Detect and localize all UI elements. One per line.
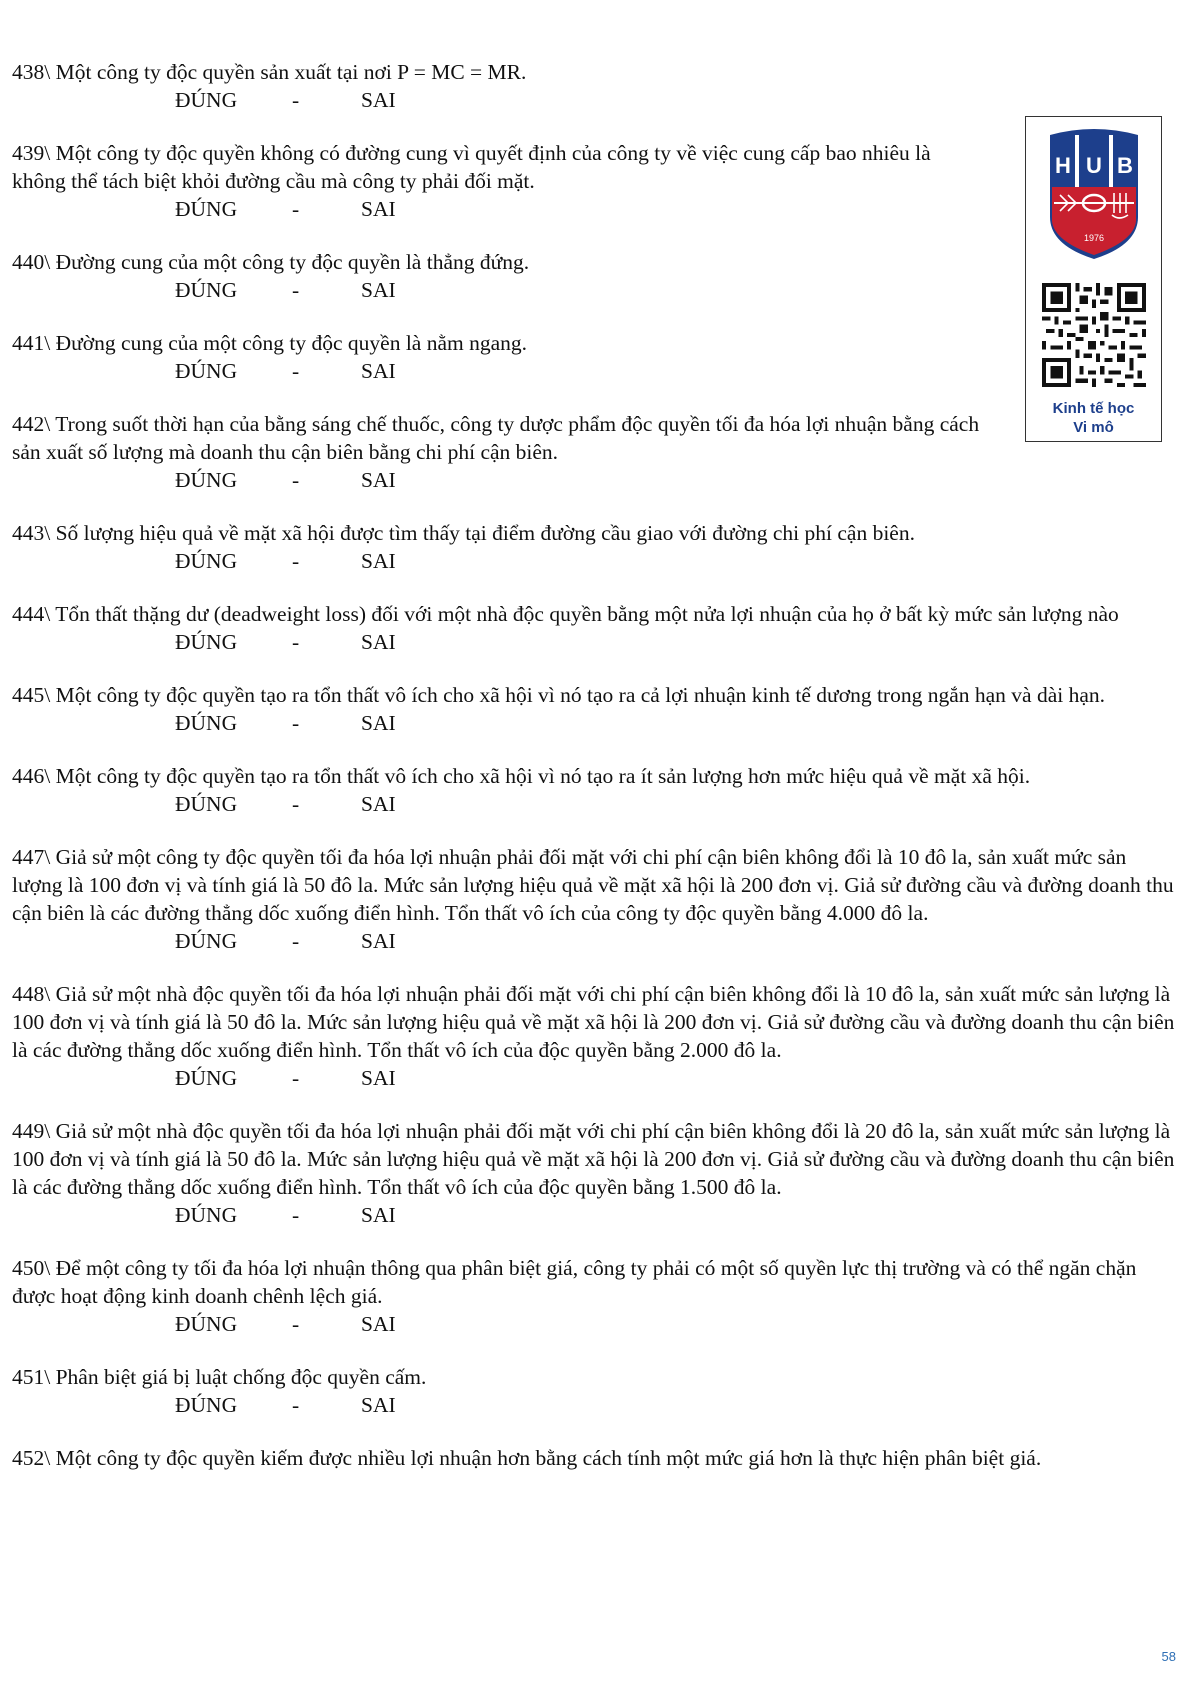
svg-text:H: H [1055, 153, 1071, 178]
question-text: 443\ Số lượng hiệu quả về mặt xã hội được tìm thấy tại điểm đường cầu giao với đường chi phí cận biên. [12, 521, 915, 545]
question-item [12, 762, 1177, 818]
answer-true-option[interactable]: ĐÚNG [175, 630, 238, 654]
answer-false-option[interactable]: SAI [361, 278, 396, 302]
answer-separator: - [292, 630, 300, 654]
badge-caption-line2: Vi mô [1073, 419, 1114, 436]
answer-options [12, 357, 1177, 385]
answer-options [12, 195, 1177, 223]
svg-text:1976: 1976 [1083, 233, 1105, 243]
answer-separator: - [292, 929, 300, 953]
question-item [12, 1363, 1177, 1419]
question-text: 447\ Giả sử một công ty độc quyền tối đa hóa lợi nhuận phải đối mặt với chi phí cận biên không đổi là 10 đô la, sản xuất mức sản lượng là 100 đơn vị và tính giá là 50 đô la. Mức sản lượng hiệu quả về mặt xã hội là 200 đơn vị. Giả sử đường cầu và đường doanh thu cận biên là các đường thẳng dốc xuống điển hình. Tổn thất vô ích của công ty độc quyền bằng 4.000 đô la. [12, 845, 1174, 925]
answer-separator: - [292, 549, 300, 573]
answer-false-option[interactable]: SAI [361, 88, 396, 112]
answer-separator: - [292, 197, 300, 221]
answer-true-option[interactable]: ĐÚNG [175, 468, 238, 492]
answer-false-option[interactable]: SAI [361, 1203, 396, 1227]
answer-options [12, 1201, 1177, 1229]
question-text: 441\ Đường cung của một công ty độc quyền là nằm ngang. [12, 331, 528, 355]
answer-false-option[interactable]: SAI [361, 197, 396, 221]
question-item [12, 600, 1177, 656]
question-text: 445\ Một công ty độc quyền tạo ra tổn thất vô ích cho xã hội vì nó tạo ra cả lợi nhuận kinh tế dương trong ngắn hạn và dài hạn. [12, 683, 1106, 707]
page-number: 58 [1161, 1649, 1176, 1664]
question-text: 448\ Giả sử một nhà độc quyền tối đa hóa lợi nhuận phải đối mặt với chi phí cận biên không đổi là 10 đô la, sản xuất mức sản lượng là 100 đơn vị và tính giá là 50 đô la. Mức sản lượng hiệu quả về mặt xã hội là 200 đơn vị. Giả sử đường cầu và đường doanh thu cận biên là các đường thẳng dốc xuống điển hình. Tổn thất vô ích của độc quyền bằng 2.000 đô la. [12, 982, 1175, 1062]
answer-options [12, 1064, 1177, 1092]
question-text: 440\ Đường cung của một công ty độc quyền là thẳng đứng. [12, 250, 530, 274]
question-text: 439\ Một công ty độc quyền không có đường cung vì quyết định của công ty về việc cung cấp bao nhiêu là không thể tách biệt khỏi đường cầu mà công ty phải đối mặt. [12, 141, 931, 193]
answer-options [12, 86, 1177, 114]
answer-options [12, 790, 1177, 818]
answer-separator: - [292, 359, 300, 383]
question-text: 438\ Một công ty độc quyền sản xuất tại nơi P = MC = MR. [12, 60, 527, 84]
question-text: 442\ Trong suốt thời hạn của bằng sáng chế thuốc, công ty dược phẩm độc quyền tối đa hóa lợi nhuận bằng cách sản xuất số lượng mà doanh thu cận biên bằng chi phí cận biên. [12, 412, 980, 464]
question-item [12, 1254, 1177, 1338]
answer-options [12, 547, 1177, 575]
question-item [12, 519, 1177, 575]
answer-false-option[interactable]: SAI [361, 1066, 396, 1090]
question-item [12, 58, 1177, 114]
answer-separator: - [292, 88, 300, 112]
question-item [12, 410, 1177, 494]
answer-true-option[interactable]: ĐÚNG [175, 278, 238, 302]
answer-true-option[interactable]: ĐÚNG [175, 792, 238, 816]
question-text: 451\ Phân biệt giá bị luật chống độc quyền cấm. [12, 1365, 427, 1389]
svg-text:B: B [1117, 153, 1133, 178]
question-item [12, 329, 1177, 385]
answer-true-option[interactable]: ĐÚNG [175, 711, 238, 735]
answer-true-option[interactable]: ĐÚNG [175, 1312, 238, 1336]
answer-options [12, 628, 1177, 656]
question-text: 450\ Để một công ty tối đa hóa lợi nhuận thông qua phân biệt giá, công ty phải có một số quyền lực thị trường và có thể ngăn chặn được hoạt động kinh doanh chênh lệch giá. [12, 1256, 1137, 1308]
answer-true-option[interactable]: ĐÚNG [175, 359, 238, 383]
badge-caption-line1: Kinh tế học [1052, 400, 1135, 417]
answer-separator: - [292, 792, 300, 816]
answer-separator: - [292, 1393, 300, 1417]
question-item [12, 980, 1177, 1092]
question-text: 446\ Một công ty độc quyền tạo ra tổn thất vô ích cho xã hội vì nó tạo ra ít sản lượng hơn mức hiệu quả về mặt xã hội. [12, 764, 1031, 788]
question-item [12, 1444, 1177, 1472]
answer-options [12, 466, 1177, 494]
question-list [12, 58, 1177, 1497]
question-text: 452\ Một công ty độc quyền kiếm được nhiều lợi nhuận hơn bằng cách tính một mức giá hơn là thực hiện phân biệt giá. [12, 1446, 1042, 1470]
answer-false-option[interactable]: SAI [361, 468, 396, 492]
answer-false-option[interactable]: SAI [361, 1312, 396, 1336]
answer-true-option[interactable]: ĐÚNG [175, 88, 238, 112]
question-text: 449\ Giả sử một nhà độc quyền tối đa hóa lợi nhuận phải đối mặt với chi phí cận biên không đổi là 20 đô la, sản xuất mức sản lượng là 100 đơn vị và tính giá là 50 đô la. Mức sản lượng hiệu quả về mặt xã hội là 200 đơn vị. Giả sử đường cầu và đường doanh thu cận biên là các đường thẳng dốc xuống điển hình. Tổn thất vô ích của độc quyền bằng 1.500 đô la. [12, 1119, 1175, 1199]
answer-options [12, 927, 1177, 955]
answer-options [12, 709, 1177, 737]
answer-separator: - [292, 1066, 300, 1090]
question-item [12, 139, 1177, 223]
answer-separator: - [292, 278, 300, 302]
question-item [12, 843, 1177, 955]
question-item [12, 681, 1177, 737]
course-badge [1025, 116, 1162, 442]
answer-false-option[interactable]: SAI [361, 630, 396, 654]
answer-separator: - [292, 468, 300, 492]
qr-code-icon [1042, 283, 1146, 387]
answer-options [12, 276, 1177, 304]
answer-false-option[interactable]: SAI [361, 792, 396, 816]
hub-logo-icon [1044, 129, 1144, 265]
answer-false-option[interactable]: SAI [361, 359, 396, 383]
answer-false-option[interactable]: SAI [361, 711, 396, 735]
answer-separator: - [292, 711, 300, 735]
answer-options [12, 1310, 1177, 1338]
answer-true-option[interactable]: ĐÚNG [175, 1203, 238, 1227]
answer-false-option[interactable]: SAI [361, 1393, 396, 1417]
answer-separator: - [292, 1203, 300, 1227]
question-item [12, 1117, 1177, 1229]
question-text: 444\ Tổn thất thặng dư (deadweight loss) đối với một nhà độc quyền bằng một nửa lợi nhuận của họ ở bất kỳ mức sản lượng nào [12, 602, 1119, 626]
question-item [12, 248, 1177, 304]
svg-text:U: U [1086, 153, 1102, 178]
answer-false-option[interactable]: SAI [361, 549, 396, 573]
answer-true-option[interactable]: ĐÚNG [175, 929, 238, 953]
answer-true-option[interactable]: ĐÚNG [175, 549, 238, 573]
answer-options [12, 1391, 1177, 1419]
answer-true-option[interactable]: ĐÚNG [175, 197, 238, 221]
answer-false-option[interactable]: SAI [361, 929, 396, 953]
answer-separator: - [292, 1312, 300, 1336]
answer-true-option[interactable]: ĐÚNG [175, 1393, 238, 1417]
answer-true-option[interactable]: ĐÚNG [175, 1066, 238, 1090]
